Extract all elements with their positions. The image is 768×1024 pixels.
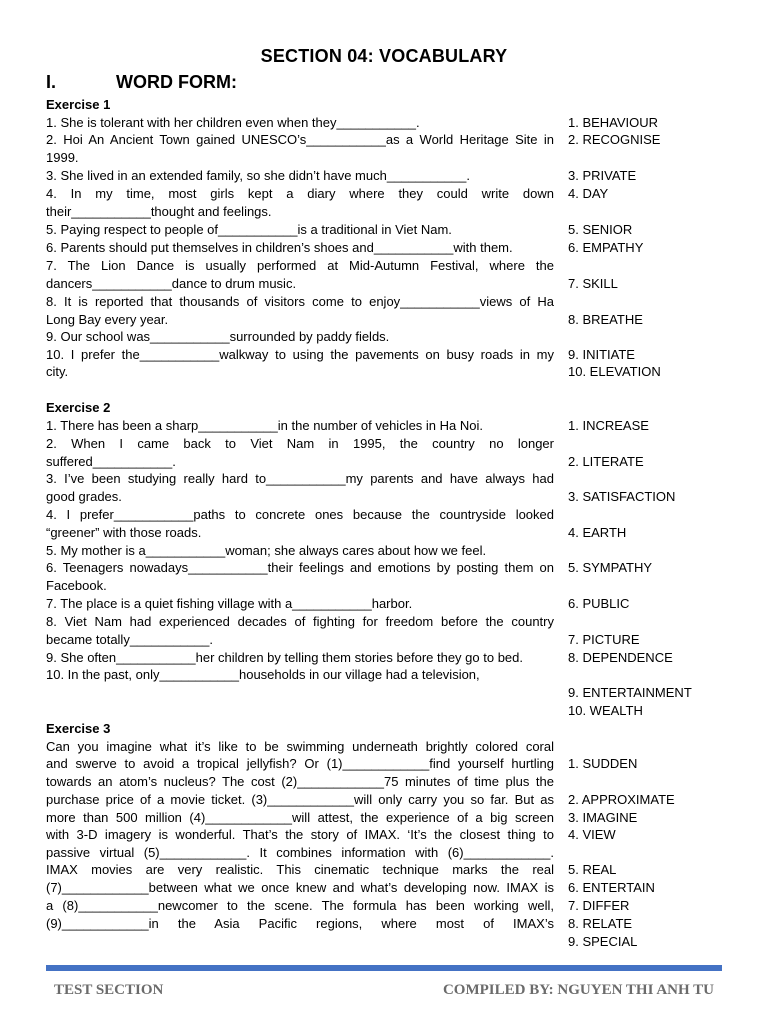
exercise-2-text-line: suffered___________. xyxy=(46,454,176,469)
exercise-2-word-prompt: 6. PUBLIC xyxy=(568,596,630,611)
exercise-2-text-line: became totally___________. xyxy=(46,632,213,647)
exercise-1-text-line: Long Bay every year. xyxy=(46,312,169,327)
exercise-1-word-prompt: 3. PRIVATE xyxy=(568,168,637,183)
exercise-2-text-line: Facebook. xyxy=(46,578,107,593)
exercise-1-text-line: 1. She is tolerant with her children even when they___________. xyxy=(46,115,420,130)
footer-rule xyxy=(46,965,722,971)
exercise-2-text-line: good grades. xyxy=(46,489,122,504)
exercise-2-text-line: 6. Teenagers nowadays___________their feelings and emotions by posting them on xyxy=(46,560,554,575)
exercise-2-text-line: 8. Viet Nam had experienced decades of fighting for freedom before the country xyxy=(46,614,554,629)
exercise-3-word-prompt: 9. SPECIAL xyxy=(568,934,638,949)
exercise-2-word-prompt: 1. INCREASE xyxy=(568,418,649,433)
exercise-2-word-prompt: 4. EARTH xyxy=(568,525,627,540)
exercise-3-text-line: and swerve to avoid a tropical jellyfish? Or (1)____________find yourself hurtling xyxy=(46,756,554,771)
exercise-3-word-prompt: 7. DIFFER xyxy=(568,898,630,913)
page-title: SECTION 04: VOCABULARY xyxy=(260,46,508,66)
exercise-3-text-line: purchase price of a movie ticket. (3)____________will only carry you so far. But as xyxy=(46,792,554,807)
exercise-1-text-line: 5. Paying respect to people of___________is a traditional in Viet Nam. xyxy=(46,222,452,237)
exercise-3-text-line: more than 500 million (4)____________will attest, the experience of a big screen xyxy=(46,810,554,825)
exercise-1-text-line: 6. Parents should put themselves in children’s shoes and___________with them. xyxy=(46,240,513,255)
exercise-3-word-prompt: 2. APPROXIMATE xyxy=(568,792,675,807)
exercise-1-heading: Exercise 1 xyxy=(46,97,111,112)
exercise-3-text-line: passive virtual (5)____________. It combines information with (6)____________. xyxy=(46,845,554,860)
exercise-3-text-line: with 3-D imagery is wonderful. That’s the story of IMAX. ‘It’s the closest thing to xyxy=(46,827,554,842)
exercise-1-word-prompt: 8. BREATHE xyxy=(568,312,643,327)
exercise-2-text-line: 9. She often___________her children by telling them stories before they go to bed. xyxy=(46,650,523,665)
exercise-3-word-prompt: 6. ENTERTAIN xyxy=(568,880,655,895)
exercise-1-word-prompt: 9. INITIATE xyxy=(568,347,635,362)
exercise-3-text-line: towards an atom’s nucleus? The cost (2)____________75 minutes of time plus the xyxy=(46,774,554,789)
exercise-3-word-prompt: 4. VIEW xyxy=(568,827,616,842)
exercise-2-word-prompt: 3. SATISFACTION xyxy=(568,489,676,504)
exercise-1-text-line: 7. The Lion Dance is usually performed at Mid-Autumn Festival, where the xyxy=(46,258,554,273)
exercise-2-word-prompt: 9. ENTERTAINMENT xyxy=(568,685,692,700)
exercise-3-text-line: a (8)___________newcomer to the scene. The formula has been working well, xyxy=(46,898,554,913)
exercise-2-word-prompt: 5. SYMPATHY xyxy=(568,560,653,575)
exercise-1-word-prompt: 2. RECOGNISE xyxy=(568,132,661,147)
exercise-1-word-prompt: 6. EMPATHY xyxy=(568,240,644,255)
subtitle-numeral: I. xyxy=(46,72,57,92)
exercise-1-text-line: city. xyxy=(46,364,69,379)
exercise-2-word-prompt: 7. PICTURE xyxy=(568,632,640,647)
exercise-1-text-line: 3. She lived in an extended family, so she didn’t have much___________. xyxy=(46,168,470,183)
exercise-1-word-prompt: 10. ELEVATION xyxy=(568,364,661,379)
exercise-1-text-line: 1999. xyxy=(46,150,79,165)
exercise-2-text-line: 10. In the past, only___________households in our village had a television, xyxy=(46,667,480,682)
exercise-1-text-line: dancers___________dance to drum music. xyxy=(46,276,297,291)
exercise-3-text-line: Can you imagine what it’s like to be swimming underneath brightly colored coral xyxy=(46,739,554,754)
exercise-2-text-line: 2. When I came back to Viet Nam in 1995, the country no longer xyxy=(46,436,554,451)
exercise-3-text-line: (7)____________between what we once knew and what’s developing now. IMAX is xyxy=(46,880,554,895)
footer-left-text: TEST SECTION xyxy=(54,982,164,998)
exercise-3-text-line: IMAX movies are very realistic. This cinematic technique marks the real xyxy=(46,862,554,877)
exercise-2-text-line: 1. There has been a sharp___________in the number of vehicles in Ha Noi. xyxy=(46,418,483,433)
exercise-2-text-line: “greener” with those roads. xyxy=(46,525,202,540)
exercise-1-word-prompt: 7. SKILL xyxy=(568,276,618,291)
exercise-2-text-line: 4. I prefer___________paths to concrete ones because the countryside looked xyxy=(46,507,554,522)
exercise-3-word-prompt: 1. SUDDEN xyxy=(568,756,638,771)
exercise-2-word-prompt: 10. WEALTH xyxy=(568,703,643,718)
exercise-1-text-line: their___________thought and feelings. xyxy=(46,204,272,219)
exercise-2-text-line: 5. My mother is a___________woman; she always cares about how we feel. xyxy=(46,543,487,558)
exercise-3-word-prompt: 3. IMAGINE xyxy=(568,810,638,825)
exercise-2-word-prompt: 2. LITERATE xyxy=(568,454,644,469)
exercise-3-word-prompt: 5. REAL xyxy=(568,862,617,877)
exercise-2-text-line: 7. The place is a quiet fishing village with a___________harbor. xyxy=(46,596,413,611)
exercise-3-heading: Exercise 3 xyxy=(46,721,111,736)
exercise-2-heading: Exercise 2 xyxy=(46,400,111,415)
exercise-2-word-prompt: 8. DEPENDENCE xyxy=(568,650,673,665)
exercise-1-text-line: 4. In my time, most girls kept a diary where they could write down xyxy=(46,186,554,201)
footer-right-text: COMPILED BY: NGUYEN THI ANH TU xyxy=(442,982,714,998)
exercise-1-text-line: 10. I prefer the___________walkway to using the pavements on busy roads in my xyxy=(46,347,554,362)
exercise-3-text-line: (9)____________in the Asia Pacific regions, where most of IMAX’s xyxy=(46,916,554,931)
exercise-1-word-prompt: 5. SENIOR xyxy=(568,222,633,237)
exercise-1-word-prompt: 1. BEHAVIOUR xyxy=(568,115,659,130)
exercise-3-word-prompt: 8. RELATE xyxy=(568,916,633,931)
exercise-2-text-line: 3. I’ve been studying really hard to___________my parents and have always had xyxy=(46,471,554,486)
exercise-1-word-prompt: 4. DAY xyxy=(568,186,609,201)
exercise-1-text-line: 2. Hoi An Ancient Town gained UNESCO’s___________as a World Heritage Site in xyxy=(46,132,554,147)
subtitle-text: WORD FORM: xyxy=(116,72,237,92)
section-subtitle xyxy=(46,72,237,93)
exercise-1-text-line: 8. It is reported that thousands of visitors come to enjoy___________views of Ha xyxy=(46,294,554,309)
exercise-1-text-line: 9. Our school was___________surrounded by paddy fields. xyxy=(46,329,390,344)
